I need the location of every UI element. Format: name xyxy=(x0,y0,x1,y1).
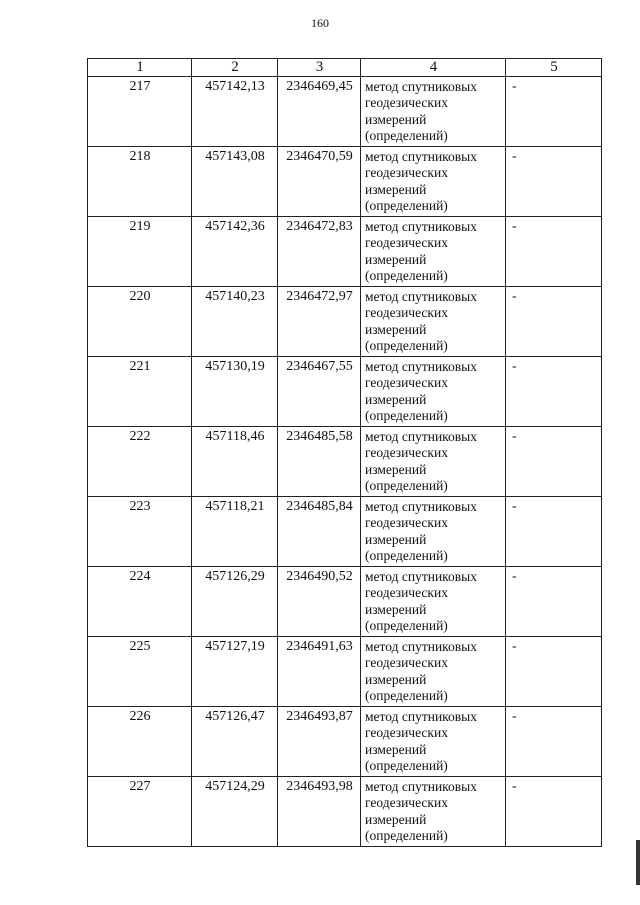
method-line: метод спутниковых xyxy=(365,638,477,654)
header-cell-4: 4 xyxy=(361,59,506,77)
method-line: метод спутниковых xyxy=(365,428,477,444)
y-coordinate-cell: 2346472,83 xyxy=(278,216,361,286)
table-row xyxy=(88,566,602,636)
method-line: (определений) xyxy=(365,758,448,773)
header-cell-1: 1 xyxy=(88,59,192,77)
note-cell: - xyxy=(506,286,602,356)
x-coordinate-cell: 457130,19 xyxy=(192,356,278,426)
point-number-cell: 220 xyxy=(88,286,192,356)
point-number-cell: 219 xyxy=(88,216,192,286)
header-cell-5: 5 xyxy=(506,59,602,77)
note-cell: - xyxy=(506,566,602,636)
x-coordinate-cell: 457127,19 xyxy=(192,636,278,706)
x-coordinate-cell: 457140,23 xyxy=(192,286,278,356)
method-line: метод спутниковых xyxy=(365,568,477,584)
method-line: (определений) xyxy=(365,618,448,633)
header-cell-2: 2 xyxy=(192,59,278,77)
method-cell xyxy=(361,636,506,706)
note-cell: - xyxy=(506,706,602,776)
table-body xyxy=(88,76,602,846)
note-cell: - xyxy=(506,76,602,146)
method-line: (определений) xyxy=(365,828,448,843)
y-coordinate-cell: 2346493,87 xyxy=(278,706,361,776)
note-cell: - xyxy=(506,636,602,706)
y-coordinate-cell: 2346490,52 xyxy=(278,566,361,636)
method-line: метод спутниковых xyxy=(365,148,477,164)
header-cell-3: 3 xyxy=(278,59,361,77)
method-line: (определений) xyxy=(365,338,448,353)
note-cell: - xyxy=(506,356,602,426)
method-cell xyxy=(361,566,506,636)
method-line: измерений xyxy=(365,181,427,197)
method-line: измерений xyxy=(365,461,427,477)
method-line: геодезических xyxy=(365,235,448,250)
method-line: (определений) xyxy=(365,478,448,493)
method-line: геодезических xyxy=(365,795,448,810)
coordinates-table xyxy=(87,58,602,847)
method-line: геодезических xyxy=(365,165,448,180)
y-coordinate-cell: 2346485,84 xyxy=(278,496,361,566)
method-line: измерений xyxy=(365,391,427,407)
point-number-cell: 222 xyxy=(88,426,192,496)
method-line: геодезических xyxy=(365,305,448,320)
method-line: метод спутниковых xyxy=(365,708,477,724)
method-line: геодезических xyxy=(365,375,448,390)
method-line: метод спутниковых xyxy=(365,358,477,374)
note-cell: - xyxy=(506,776,602,846)
method-line: геодезических xyxy=(365,95,448,110)
table-row xyxy=(88,146,602,216)
note-cell: - xyxy=(506,146,602,216)
table-row xyxy=(88,776,602,846)
method-cell xyxy=(361,356,506,426)
x-coordinate-cell: 457142,36 xyxy=(192,216,278,286)
x-coordinate-cell: 457143,08 xyxy=(192,146,278,216)
table-row xyxy=(88,636,602,706)
method-line: (определений) xyxy=(365,128,448,143)
method-line: геодезических xyxy=(365,515,448,530)
method-line: метод спутниковых xyxy=(365,498,477,514)
method-line: метод спутниковых xyxy=(365,78,477,94)
method-line: (определений) xyxy=(365,688,448,703)
method-line: измерений xyxy=(365,601,427,617)
method-line: измерений xyxy=(365,251,427,267)
method-line: геодезических xyxy=(365,725,448,740)
method-cell xyxy=(361,776,506,846)
method-line: измерений xyxy=(365,811,427,827)
point-number-cell: 217 xyxy=(88,76,192,146)
method-line: измерений xyxy=(365,531,427,547)
x-coordinate-cell: 457126,47 xyxy=(192,706,278,776)
method-line: метод спутниковых xyxy=(365,288,477,304)
y-coordinate-cell: 2346491,63 xyxy=(278,636,361,706)
x-coordinate-cell: 457118,46 xyxy=(192,426,278,496)
method-line: (определений) xyxy=(365,408,448,423)
x-coordinate-cell: 457124,29 xyxy=(192,776,278,846)
table-row xyxy=(88,706,602,776)
scan-edge-mark xyxy=(636,840,640,885)
y-coordinate-cell: 2346472,97 xyxy=(278,286,361,356)
point-number-cell: 227 xyxy=(88,776,192,846)
y-coordinate-cell: 2346470,59 xyxy=(278,146,361,216)
method-line: (определений) xyxy=(365,268,448,283)
method-line: геодезических xyxy=(365,655,448,670)
header-row xyxy=(88,59,602,77)
point-number-cell: 226 xyxy=(88,706,192,776)
note-cell: - xyxy=(506,426,602,496)
y-coordinate-cell: 2346467,55 xyxy=(278,356,361,426)
method-line: (определений) xyxy=(365,198,448,213)
table-row xyxy=(88,286,602,356)
y-coordinate-cell: 2346469,45 xyxy=(278,76,361,146)
x-coordinate-cell: 457126,29 xyxy=(192,566,278,636)
page-number: 160 xyxy=(311,16,329,30)
table-row xyxy=(88,216,602,286)
table-row xyxy=(88,426,602,496)
method-line: метод спутниковых xyxy=(365,778,477,794)
method-line: измерений xyxy=(365,671,427,687)
y-coordinate-cell: 2346485,58 xyxy=(278,426,361,496)
method-cell xyxy=(361,146,506,216)
table-row xyxy=(88,356,602,426)
method-cell xyxy=(361,286,506,356)
method-cell xyxy=(361,426,506,496)
method-line: (определений) xyxy=(365,548,448,563)
point-number-cell: 218 xyxy=(88,146,192,216)
method-line: геодезических xyxy=(365,585,448,600)
table-row xyxy=(88,76,602,146)
point-number-cell: 221 xyxy=(88,356,192,426)
method-cell xyxy=(361,496,506,566)
method-line: измерений xyxy=(365,741,427,757)
note-cell: - xyxy=(506,216,602,286)
point-number-cell: 225 xyxy=(88,636,192,706)
point-number-cell: 223 xyxy=(88,496,192,566)
x-coordinate-cell: 457142,13 xyxy=(192,76,278,146)
note-cell: - xyxy=(506,496,602,566)
y-coordinate-cell: 2346493,98 xyxy=(278,776,361,846)
method-cell xyxy=(361,76,506,146)
method-line: измерений xyxy=(365,321,427,337)
method-line: геодезических xyxy=(365,445,448,460)
x-coordinate-cell: 457118,21 xyxy=(192,496,278,566)
method-cell xyxy=(361,216,506,286)
method-cell xyxy=(361,706,506,776)
method-line: измерений xyxy=(365,111,427,127)
table-row xyxy=(88,496,602,566)
method-line: метод спутниковых xyxy=(365,218,477,234)
point-number-cell: 224 xyxy=(88,566,192,636)
